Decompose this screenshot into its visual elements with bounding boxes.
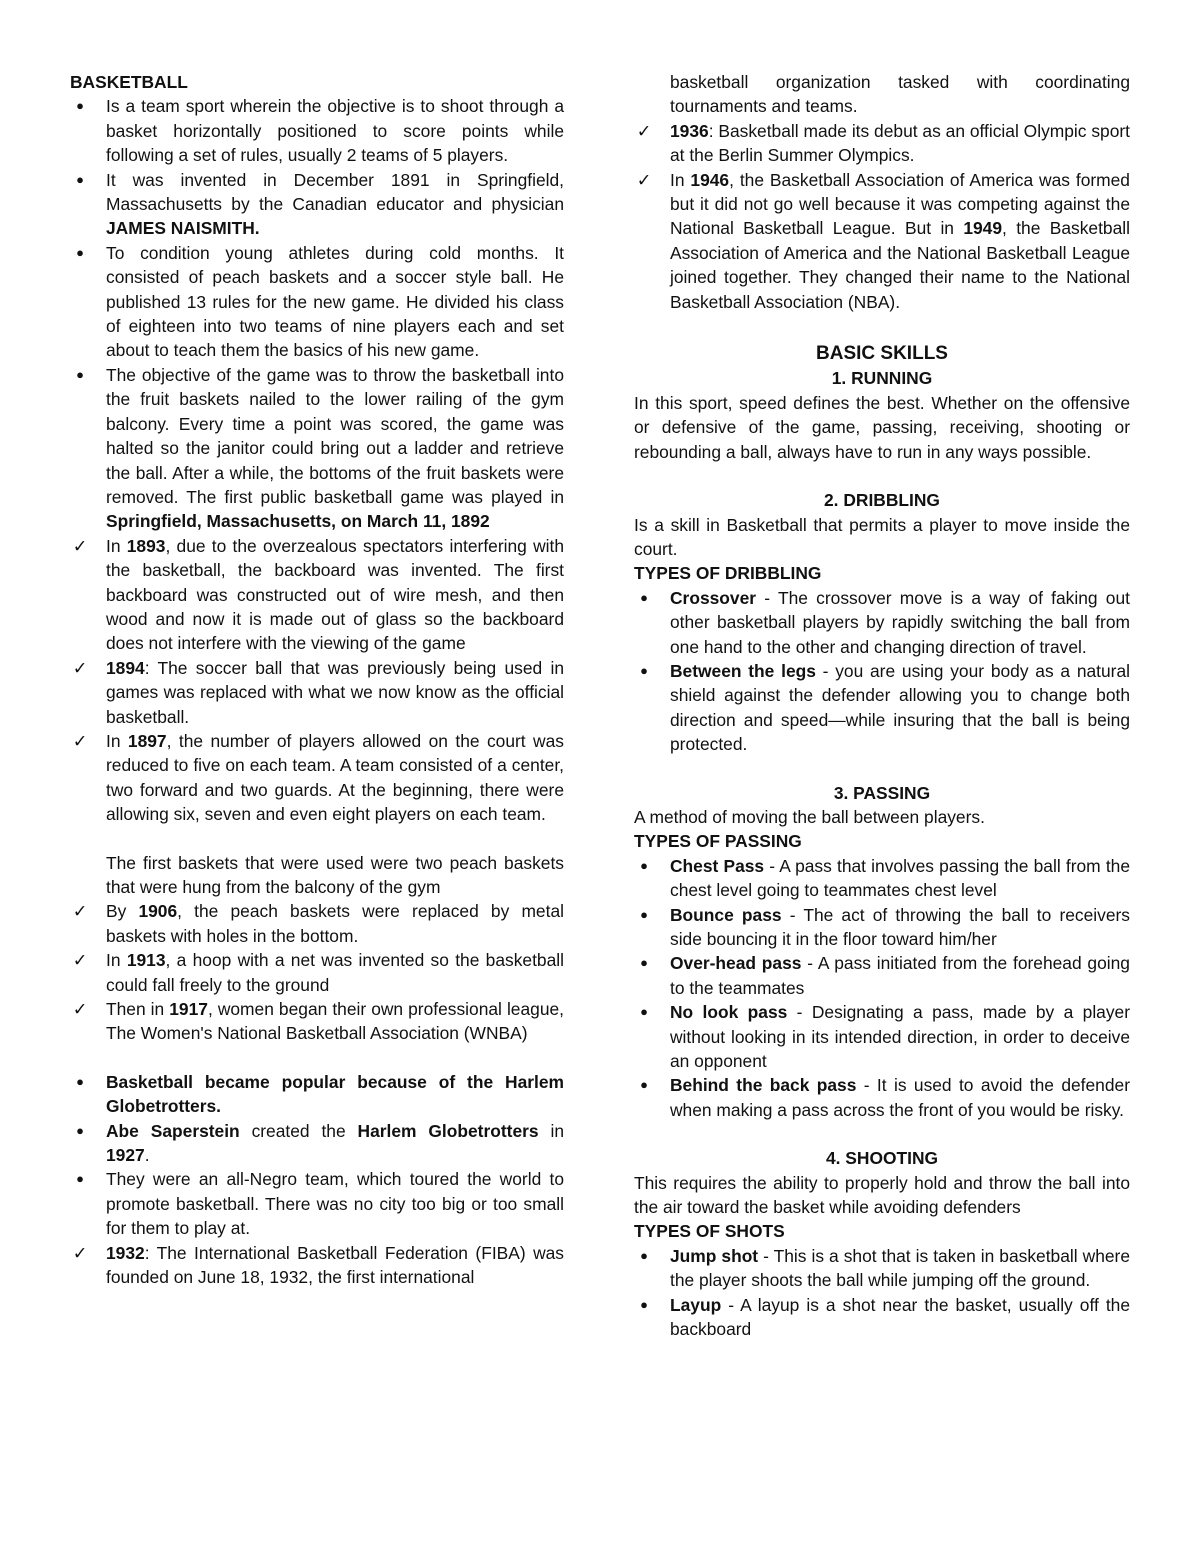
spacer xyxy=(634,464,1130,488)
bullet-item xyxy=(634,1244,1130,1293)
item-bold: Springfield, Massachusetts, on March 11, 1892 xyxy=(106,511,490,532)
check-icon: ✓ xyxy=(72,535,88,556)
item-year: 1946 xyxy=(690,169,730,190)
item-text: - The act of throwing the ball to receivers side bouncing it in the floor toward him/her xyxy=(670,904,1130,949)
subsection-title: 3. PASSING xyxy=(833,782,931,803)
bullet-icon: ● xyxy=(76,244,84,260)
check-item xyxy=(70,1241,564,1290)
check-icon: ✓ xyxy=(636,169,652,190)
item-text: To condition young athletes during cold months. It consisted of peach baskets and a soccer style ball. He published 13 rules for the new game. He divided his class of eighteen into two teams of nine players each and set about to teach them the basics of his new game. xyxy=(106,242,564,361)
item-text: , the peach baskets were replaced by metal baskets with holes in the bottom. xyxy=(106,901,564,946)
bullet-item xyxy=(634,1000,1130,1073)
bullet-icon: ● xyxy=(76,1073,84,1089)
bullet-icon: ● xyxy=(640,1296,648,1312)
bullet-item xyxy=(70,1167,564,1240)
item-year: 1936 xyxy=(670,120,709,141)
term: Layup xyxy=(670,1294,722,1315)
item-year: 1927 xyxy=(106,1145,145,1166)
paragraph: A method of moving the ball between players. xyxy=(634,806,985,827)
bullet-icon: ● xyxy=(76,171,84,187)
left-column xyxy=(70,70,564,1290)
check-item xyxy=(634,168,1130,314)
bullet-item xyxy=(70,1070,564,1119)
spacer xyxy=(70,827,564,851)
bullet-icon: ● xyxy=(640,857,648,873)
paragraph: Is a skill in Basketball that permits a player to move inside the court. xyxy=(634,514,1130,559)
item-text: The objective of the game was to throw the basketball into the fruit baskets nailed to the lower railing of the gym balcony. Every time a point was scored, the game was halted so the janitor could bring out a ladder and retrieve the ball. After a while, the bottoms of the fruit baskets were removed. The first public basketball game was played in xyxy=(106,364,564,507)
item-year: 1949 xyxy=(963,218,1003,239)
bullet-item xyxy=(634,1293,1130,1342)
check-item xyxy=(70,997,564,1046)
subsection-title: 1. RUNNING xyxy=(831,368,933,389)
bullet-icon: ● xyxy=(76,1122,84,1138)
bullet-item xyxy=(634,903,1130,952)
check-item xyxy=(70,656,564,729)
types-heading: TYPES OF DRIBBLING xyxy=(634,563,822,584)
bullet-icon: ● xyxy=(640,662,648,678)
check-item xyxy=(70,534,564,656)
section-title: BASIC SKILLS xyxy=(816,343,948,365)
item-text: In xyxy=(670,169,691,190)
item-bold: Abe Saperstein xyxy=(106,1120,240,1141)
check-item xyxy=(634,119,1130,168)
term: Behind the back pass xyxy=(670,1075,857,1096)
bullet-icon: ● xyxy=(640,589,648,605)
paragraph: This requires the ability to properly hold and throw the ball into the air toward the basket while avoiding defenders xyxy=(634,1172,1130,1218)
check-item xyxy=(70,729,564,827)
spacer xyxy=(634,1122,1130,1146)
item-year: 1917 xyxy=(169,999,208,1020)
paragraph: basketball organization tasked with coordinating tournaments and teams. xyxy=(670,72,1130,117)
bullet-icon: ● xyxy=(640,1077,648,1093)
term: Over-head pass xyxy=(670,953,802,974)
item-text: , the Basketball Association of America was formed but it did not go well because it was competing against the National Basketball League. But in xyxy=(670,169,1130,239)
bullet-item xyxy=(70,241,564,363)
item-text: They were an all-Negro team, which toured the world to promote basketball. There was no city too big or too small for them to play at. xyxy=(106,1169,564,1239)
item-text: By xyxy=(106,901,139,922)
item-text: In xyxy=(106,950,127,971)
item-text: - Designating a pass, made by a player without looking in its intended direction, in order to deceive an opponent xyxy=(670,1002,1131,1072)
check-icon: ✓ xyxy=(72,657,88,678)
bullet-icon: ● xyxy=(76,1171,84,1187)
check-item xyxy=(70,948,564,997)
right-column xyxy=(634,70,1130,1342)
bullet-icon: ● xyxy=(640,955,648,971)
item-text: , a hoop with a net was invented so the basketball could fall freely to the ground xyxy=(106,950,564,995)
doc-heading: BASKETBALL xyxy=(70,72,188,92)
check-icon: ✓ xyxy=(72,1242,88,1263)
bullet-item xyxy=(70,1119,564,1168)
item-text: - The crossover move is a way of faking out other basketball players by rapidly switching the ball from one hand to the other and changing direction of travel. xyxy=(670,587,1130,657)
bullet-icon: ● xyxy=(76,366,84,382)
item-year: 1897 xyxy=(127,730,167,751)
spacer xyxy=(634,757,1130,781)
item-year: 1894 xyxy=(106,657,145,678)
item-text: In xyxy=(106,535,127,556)
check-icon: ✓ xyxy=(72,950,88,971)
bullet-item xyxy=(70,168,564,241)
item-text: , the Basketball Association of America and the National Basketball League joined together. They changed their name to the National Basketball Association (NBA). xyxy=(670,218,1130,312)
term: Bounce pass xyxy=(670,904,782,925)
item-text: Is a team sport wherein the objective is to shoot through a basket horizontally positioned to score points while following a set of rules, usually 2 teams of 5 players. xyxy=(106,96,564,166)
types-heading: TYPES OF SHOTS xyxy=(634,1221,785,1242)
item-year: 1913 xyxy=(126,950,166,971)
item-text: , women began their own professional league, The Women's National Basketball Association (WNBA) xyxy=(106,999,564,1044)
item-year: 1893 xyxy=(126,535,166,556)
check-icon: ✓ xyxy=(72,999,88,1020)
item-bold: Harlem Globetrotters xyxy=(357,1120,539,1141)
bullet-icon: ● xyxy=(76,98,84,114)
subsection-title: 4. SHOOTING xyxy=(825,1148,939,1169)
subsection-title: 2. DRIBBLING xyxy=(824,490,940,511)
check-icon: ✓ xyxy=(72,901,88,922)
paragraph: The first baskets that were used were two peach baskets that were hung from the balcony of the gym xyxy=(106,852,564,897)
bullet-icon: ● xyxy=(640,906,648,922)
bullet-item xyxy=(70,363,564,534)
term: No look pass xyxy=(670,1002,788,1023)
item-text: : The soccer ball that was previously being used in games was replaced with what we now know as the official basketball. xyxy=(106,657,564,727)
bullet-item xyxy=(70,94,564,167)
item-text: created the xyxy=(239,1120,358,1141)
item-text: - A layup is a shot near the basket, usually off the backboard xyxy=(670,1294,1130,1340)
bullet-icon: ● xyxy=(640,1247,648,1263)
inventor-name: JAMES NAISMITH. xyxy=(106,218,260,239)
item-text: , due to the overzealous spectators interfering with the basketball, the backboard was invented. The first backboard was constructed out of wire mesh, and then wood and now it is made out of glass so the backboard does not interfere with the viewing of the game xyxy=(106,535,564,654)
item-text: - A pass that involves passing the ball from the chest level going to teammates chest level xyxy=(670,855,1130,901)
item-text: - It is used to avoid the defender when making a pass across the front of you would be risky. xyxy=(670,1075,1130,1120)
item-text: In xyxy=(106,730,128,751)
item-text: in xyxy=(538,1120,564,1141)
item-text: - A pass initiated from the forehead going to the teammates xyxy=(670,953,1130,998)
spacer xyxy=(70,1046,564,1070)
term: Jump shot xyxy=(670,1245,759,1266)
item-text: It was invented in December 1891 in Springfield, Massachusetts by the Canadian educator and physician xyxy=(106,169,564,215)
bullet-item xyxy=(634,951,1130,1000)
term: Chest Pass xyxy=(670,855,765,876)
check-icon: ✓ xyxy=(72,730,88,751)
item-text: , the number of players allowed on the court was reduced to five on each team. A team consisted of a center, two forward and two guards. At the beginning, there were allowing six, seven and even eight players on each team. xyxy=(106,730,564,825)
item-text: Then in xyxy=(106,999,170,1020)
paragraph: In this sport, speed defines the best. Whether on the offensive or defensive of the game, passing, receiving, shooting or rebounding a ball, always have to run in any ways possible. xyxy=(634,392,1130,462)
item-text: : Basketball made its debut as an official Olympic sport at the Berlin Summer Olympics. xyxy=(670,120,1130,166)
item-bold: Basketball became popular because of the Harlem Globetrotters. xyxy=(106,1071,564,1117)
item-year: 1906 xyxy=(138,901,178,922)
bullet-item xyxy=(634,854,1130,903)
bullet-item xyxy=(634,1073,1130,1122)
item-text: - This is a shot that is taken in basketball where the player shoots the ball while jumping off the ground. xyxy=(670,1245,1130,1291)
types-heading: TYPES OF PASSING xyxy=(634,831,802,852)
check-icon: ✓ xyxy=(636,120,652,141)
item-year: 1932 xyxy=(106,1242,145,1263)
term: Crossover xyxy=(670,587,757,608)
item-text: : The International Basketball Federation (FIBA) was founded on June 18, 1932, the first international xyxy=(106,1242,564,1288)
bullet-icon: ● xyxy=(640,1004,648,1020)
term: Between the legs xyxy=(670,660,816,681)
bullet-item xyxy=(634,659,1130,757)
bullet-item xyxy=(634,586,1130,659)
item-text: . xyxy=(144,1145,150,1166)
item-text: - you are using your body as a natural shield against the defender allowing you to change both direction and speed—while insuring that the ball is being protected. xyxy=(670,660,1130,755)
check-item xyxy=(70,899,564,948)
